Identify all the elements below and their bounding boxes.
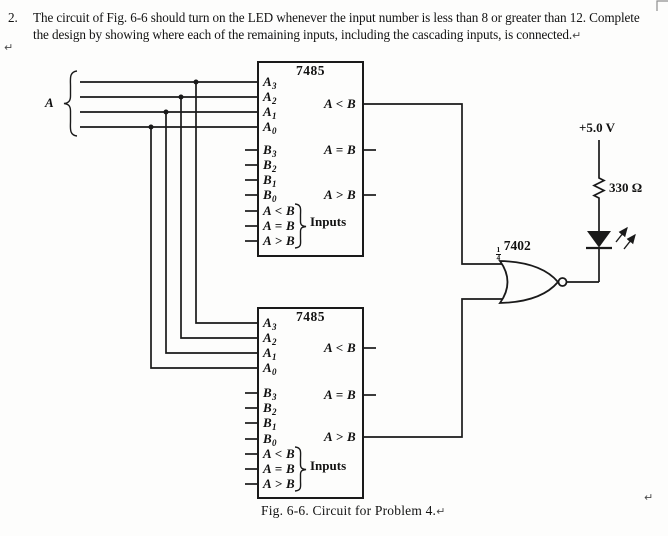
bus-label: A (45, 95, 54, 110)
quarter-fraction: $\frac{1}{4}$ (496, 245, 501, 262)
comparator2-pin-b1-label: $B_1$ (263, 415, 277, 432)
output-wires (363, 104, 505, 437)
comparator1-output-agb-label: A > B (323, 187, 356, 202)
comparator1-output-alb-label: A < B (323, 96, 356, 111)
comparator2-pin-b2-label: $B_2$ (263, 400, 277, 417)
bus-brace (64, 71, 77, 136)
comparator2-output-alb-label: A < B (323, 340, 356, 355)
comparator1-pin-b2-label: $B_2$ (263, 157, 277, 174)
bus-junction-dots (149, 80, 199, 130)
problem-number: 2. (8, 10, 18, 25)
comparator1-pin-a3-label: $A_3$ (263, 74, 277, 91)
paragraph-mark-icon: ↵ (436, 505, 446, 518)
comparator1-cascade-aeb-label: A = B (263, 218, 296, 233)
comparator1-cascade-agb-label: A > B (263, 233, 296, 248)
comparator2-pin-a1-label: $A_1$ (263, 345, 277, 362)
comparator2-cascade-alb-label: A < B (263, 446, 296, 461)
paragraph-mark-icon: ↵ (4, 41, 14, 54)
comparator2-cascade-agb-label: A > B (263, 476, 296, 491)
comparator2-pin-a0-label: $A_0$ (263, 360, 277, 377)
comparator1-cascade-alb-label: A < B (263, 203, 296, 218)
comparator2-pin-b0-label: $B_0$ (263, 431, 277, 448)
comparator1-output-aeb-label: A = B (323, 142, 356, 157)
comparator2-pin-a3-label: $A_3$ (263, 315, 277, 332)
text-frame-corner-mark (657, 1, 668, 11)
comparator1-inputs-brace (295, 204, 306, 248)
comparator2-cascade-aeb-label: A = B (263, 461, 296, 476)
light-emission-arrows (616, 228, 635, 249)
figure-caption-text: Fig. 6-6. Circuit for Problem 4. (261, 503, 437, 518)
comparator2-inputs-label: Inputs (310, 458, 347, 473)
comparator2-pin-a2-label: $A_2$ (263, 330, 277, 347)
comparator1-pin-b3-label: $B_3$ (263, 142, 277, 159)
comparator2-output-agb-label: A > B (323, 429, 356, 444)
comparator2-inputs-brace (295, 447, 306, 491)
comparator2-title: 7485 (296, 309, 325, 324)
resistor-value-label: 330 Ω (609, 180, 643, 195)
comparator1-pin-a1-label: $A_1$ (263, 104, 277, 121)
power-supply-label: +5.0 V (578, 120, 616, 135)
comparator2-pin-b3-label: $B_3$ (263, 385, 277, 402)
resistor (594, 175, 604, 200)
nor-gate-label (496, 238, 531, 261)
comparator1-pin-a2-label: $A_2$ (263, 89, 277, 106)
input-bus-wires (80, 82, 258, 368)
comparator1-title: 7485 (296, 63, 325, 78)
nor-gate (500, 261, 599, 303)
figure-caption (261, 503, 446, 519)
paragraph-mark-icon: ↵ (644, 491, 654, 504)
paragraph-mark-icon: ↵ (572, 29, 582, 42)
comparator1-pin-b1-label: $B_1$ (263, 172, 277, 189)
inversion-bubble (559, 278, 567, 286)
gate-part-number: 7402 (503, 238, 531, 253)
comparator1-pin-b0-label: $B_0$ (263, 187, 277, 204)
led (586, 200, 635, 282)
comparator1-pin-a0-label: $A_0$ (263, 119, 277, 136)
comparator2-output-aeb-label: A = B (323, 387, 356, 402)
problem-text-line1: The circuit of Fig. 6-6 should turn on the LED whenever the input number is less than 8 or greater than 12. Complete (33, 10, 640, 25)
problem-text-line2-text: the design by showing where each of the remaining inputs, including the cascading inputs, is connected. (33, 27, 573, 42)
comparator1-inputs-label: Inputs (310, 214, 347, 229)
problem-text-line2 (33, 26, 581, 44)
